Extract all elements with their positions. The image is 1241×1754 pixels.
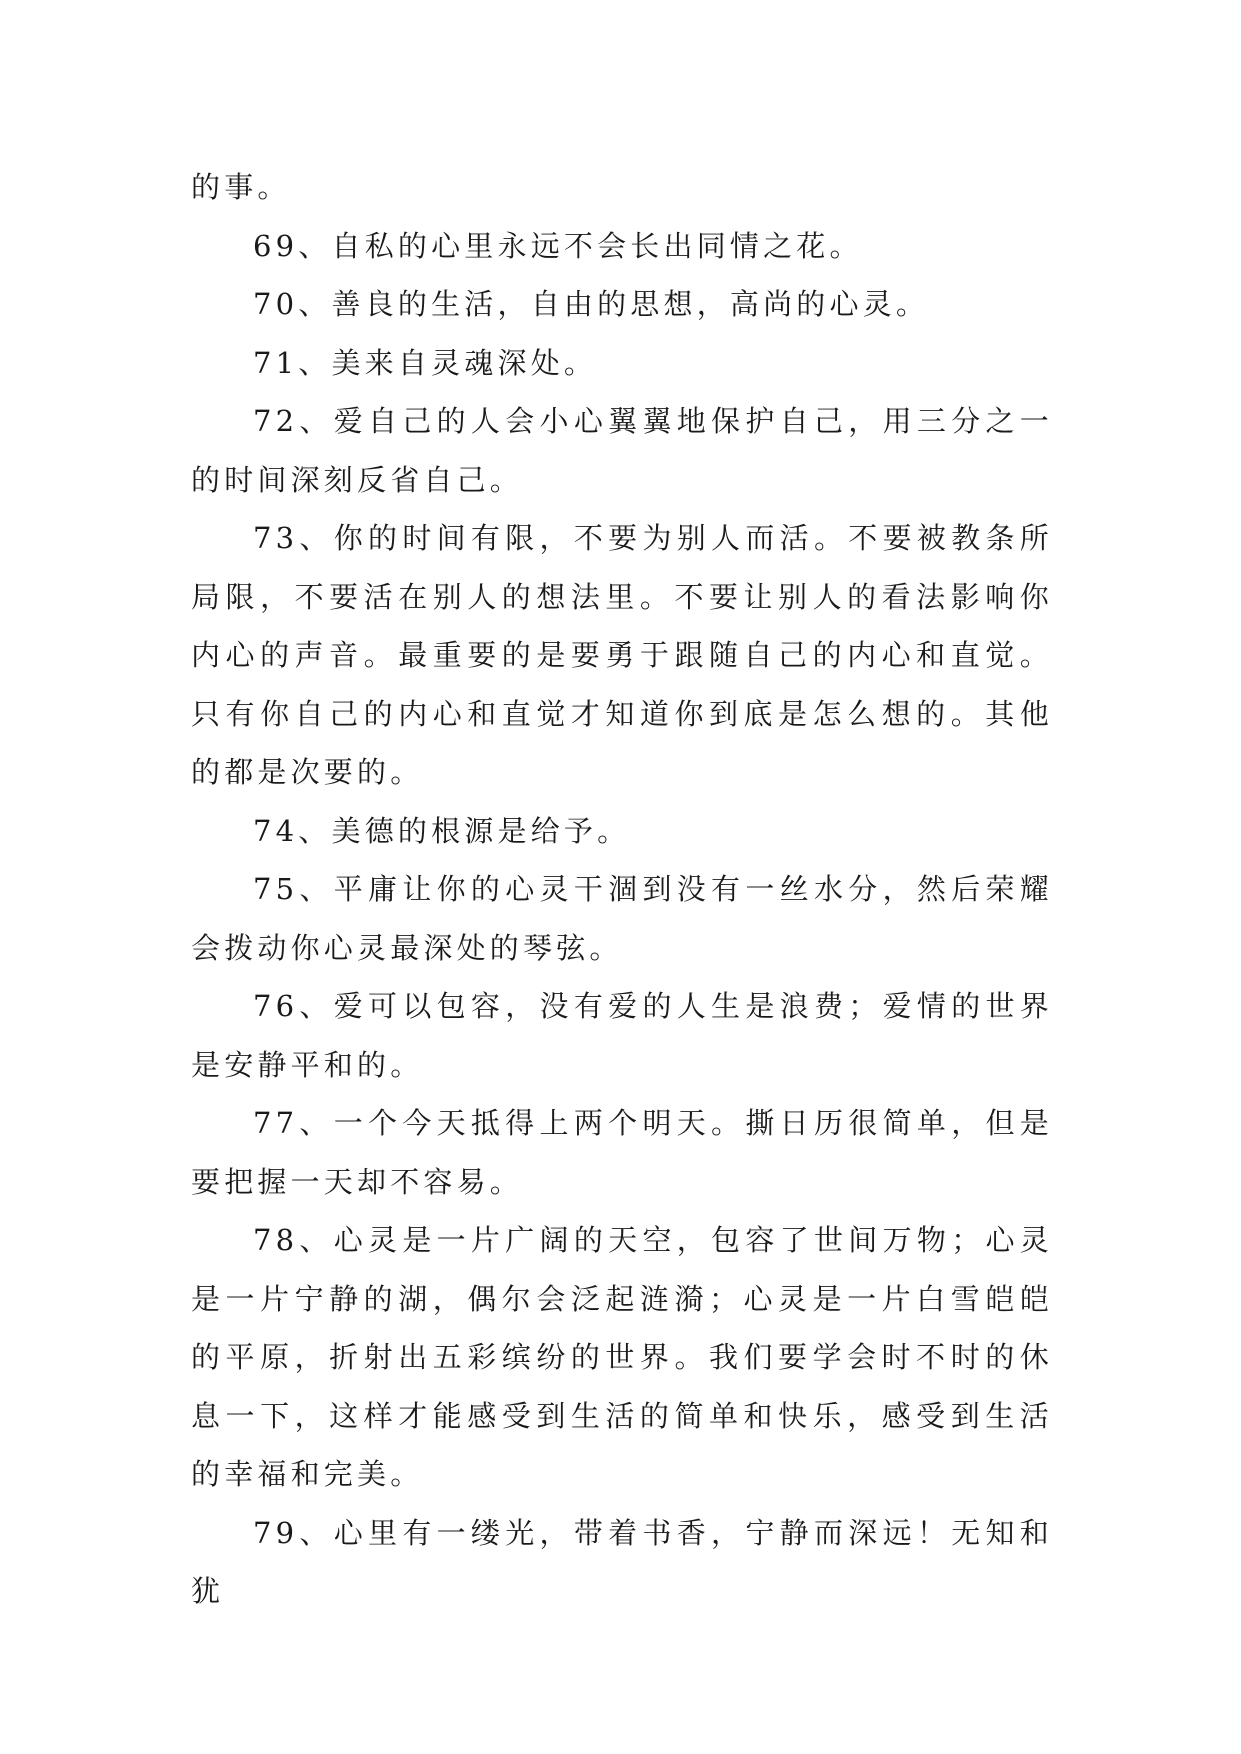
paragraph-73: 73、你的时间有限，不要为别人而活。不要被教条所局限，不要活在别人的想法里。不要让别人的看法影响你内心的声音。最重要的是要勇于跟随自己的内心和直觉。只有你自己的内心和直觉才知道你到底是怎么想的。其他的都是次要的。 [191,521,1053,789]
paragraph-76: 76、爱可以包容，没有爱的人生是浪费；爱情的世界是安静平和的。 [191,989,1053,1082]
paragraph-74: 74、美德的根源是给予。 [253,813,631,848]
document-body [191,158,1053,1621]
paragraph-69: 69、自私的心里永远不会长出同情之花。 [253,228,863,263]
paragraph-continuation: 的事。 [191,170,291,204]
paragraph-71: 71、美来自灵魂深处。 [253,345,598,380]
paragraph-78: 78、心灵是一片广阔的天空，包容了世间万物；心灵是一片宁静的湖，偶尔会泛起涟漪；心灵是一片白雪皑皑的平原，折射出五彩缤纷的世界。我们要学会时不时的休息一下，这样才能感受到生活的简单和快乐，感受到生活的幸福和完美。 [191,1223,1053,1491]
paragraph-72: 72、爱自己的人会小心翼翼地保护自己，用三分之一的时间深刻反省自己。 [191,404,1053,497]
paragraph-75: 75、平庸让你的心灵干涸到没有一丝水分，然后荣耀会拨动你心灵最深处的琴弦。 [191,872,1053,965]
paragraph-79: 79、心里有一缕光，带着书香，宁静而深远！无知和犹 [191,1515,1053,1608]
paragraph-77: 77、一个今天抵得上两个明天。撕日历很简单，但是要把握一天却不容易。 [191,1106,1053,1199]
paragraph-70: 70、善良的生活，自由的思想，高尚的心灵。 [253,287,930,321]
